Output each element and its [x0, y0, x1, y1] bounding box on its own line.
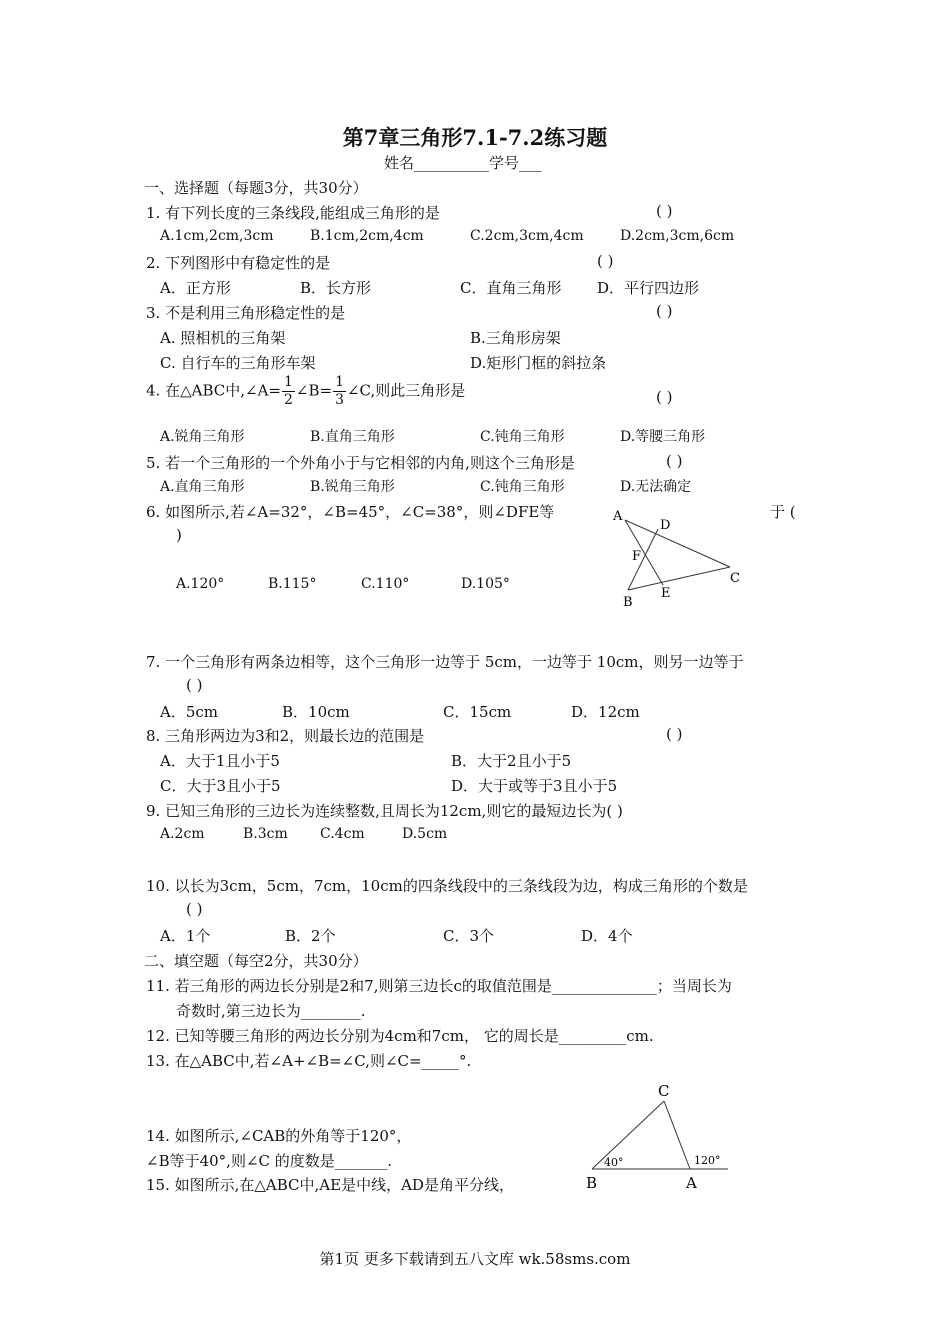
- q2-paren: ( ): [597, 252, 614, 270]
- q8-paren: ( ): [666, 725, 683, 743]
- q3-text: 3. 不是利用三角形稳定性的是: [146, 304, 346, 322]
- q15-text: 15. 如图所示,在△ABC中,AE是中线，AD是角平分线，: [146, 1176, 514, 1194]
- fraction-numerator: 1: [283, 374, 293, 390]
- q7-option: D．12cm: [571, 703, 640, 721]
- q10-text: 10. 以长为3cm，5cm，7cm，10cm的四条线段中的三条线段为边，构成三角形的个数是: [146, 877, 748, 895]
- q14-line1: 14. 如图所示,∠CAB的外角等于120°，: [146, 1127, 412, 1145]
- q2-option: D．平行四边形: [597, 279, 700, 297]
- q1-option: B.1cm,2cm,4cm: [310, 228, 424, 244]
- q8-option: B．大于2且小于5: [451, 752, 572, 770]
- label-d: D: [660, 518, 671, 533]
- q7-option: C．15cm: [443, 703, 512, 721]
- q11-line2: 奇数时,第三边长为________.: [176, 1002, 366, 1020]
- q10-paren: ( ): [186, 900, 203, 918]
- label-c: C: [730, 571, 740, 586]
- q4-prefix: 4. 在△ABC中,∠A=: [146, 381, 281, 400]
- q6-option: D.105°: [461, 576, 510, 592]
- section-1-heading: 一、选择题（每题3分，共30分）: [144, 179, 368, 197]
- q4-paren: ( ): [656, 388, 673, 406]
- q8-option: A．大于1且小于5: [160, 752, 280, 770]
- q9-option: C.4cm: [320, 826, 365, 842]
- q9-text: 9. 已知三角形的三边长为连续整数,且周长为12cm,则它的最短边长为( ): [146, 802, 623, 820]
- q2-option: B．长方形: [300, 279, 372, 297]
- q8-option: C．大于3且小于5: [160, 777, 281, 795]
- q3-option: D.矩形门框的斜拉条: [470, 354, 607, 372]
- q6-tail: 于 (: [770, 503, 796, 521]
- q4-mid: ∠B=: [295, 381, 333, 400]
- q11-line1: 11. 若三角形的两边长分别是2和7,则第三边长c的取值范围是______________；当周长为: [146, 977, 732, 995]
- fraction-numerator: 1: [335, 374, 344, 390]
- q10-option: C．3个: [443, 927, 495, 945]
- q8-text: 8. 三角形两边为3和2，则最长边的范围是: [146, 727, 425, 745]
- q4-suffix: ∠C,则此三角形是: [346, 381, 466, 400]
- section-2-heading: 二、填空题（每空2分，共30分）: [144, 952, 368, 970]
- fraction-denominator: 2: [283, 392, 293, 408]
- label-c: C: [658, 1082, 670, 1100]
- q10-option: D．4个: [581, 927, 633, 945]
- q6-option: A.120°: [176, 576, 225, 592]
- q4-option: A.锐角三角形: [160, 429, 245, 445]
- q13-text: 13. 在△ABC中,若∠A+∠B=∠C,则∠C=_____°.: [146, 1052, 472, 1070]
- page-title: 第7章三角形7.1-7.2练习题: [342, 125, 608, 150]
- q6-close-paren: ): [176, 526, 182, 544]
- q2-text: 2. 下列图形中有稳定性的是: [146, 254, 331, 272]
- q3-option: C. 自行车的三角形车架: [160, 354, 316, 372]
- q5-paren: ( ): [666, 452, 683, 470]
- angle-b-label: 40°: [604, 1156, 624, 1169]
- q5-option: A.直角三角形: [160, 479, 245, 495]
- q7-paren: ( ): [186, 676, 203, 694]
- label-a: A: [613, 509, 623, 524]
- angle-a-label: 120°: [694, 1154, 721, 1167]
- q9-option: B.3cm: [243, 826, 288, 842]
- q1-option: C.2cm,3cm,4cm: [470, 228, 584, 244]
- segment-b-c: [592, 1101, 664, 1169]
- q7-option: A．5cm: [160, 703, 219, 721]
- q3-option: A. 照相机的三角架: [160, 329, 286, 347]
- q14-figure: [580, 1075, 740, 1190]
- q12-text: 12. 已知等腰三角形的两边长分别为4cm和7cm， 它的周长是_________cm.: [146, 1027, 654, 1045]
- label-b: B: [586, 1174, 598, 1190]
- segment-c-a: [664, 1101, 690, 1169]
- q1-text: 1. 有下列长度的三条线段,能组成三角形的是: [146, 204, 440, 222]
- q9-option: D.5cm: [402, 826, 448, 842]
- q4-option: C.钝角三角形: [480, 429, 565, 445]
- q2-option: C．直角三角形: [460, 279, 562, 297]
- q7-option: B．10cm: [282, 703, 350, 721]
- label-b: B: [623, 595, 633, 610]
- q4-option: B.直角三角形: [310, 429, 395, 445]
- q1-paren: ( ): [656, 202, 673, 220]
- q3-paren: ( ): [656, 302, 673, 320]
- q5-text: 5. 若一个三角形的一个外角小于与它相邻的内角,则这个三角形是: [146, 454, 575, 472]
- q10-option: A．1个: [160, 927, 211, 945]
- q3-option: B.三角形房架: [470, 329, 561, 347]
- q14-line2: ∠B等于40°,则∠C 的度数是_______.: [146, 1152, 393, 1170]
- q1-option: A.1cm,2cm,3cm: [160, 228, 274, 244]
- q9-option: A.2cm: [160, 826, 205, 842]
- q7-text: 7. 一个三角形有两条边相等，这个三角形一边等于 5cm，一边等于 10cm，则另一边等于: [146, 653, 744, 671]
- q5-option: B.锐角三角形: [310, 479, 395, 495]
- q2-option: A．正方形: [160, 279, 231, 297]
- page-footer: 第1页 更多下载请到五八文库 wk.58sms.com: [319, 1250, 631, 1268]
- q5-option: D.无法确定: [620, 479, 692, 495]
- q8-option: D．大于或等于3且小于5: [451, 777, 618, 795]
- q6-figure: [600, 500, 760, 615]
- fraction-third: [333, 374, 346, 409]
- q5-option: C.钝角三角形: [480, 479, 565, 495]
- name-line: 姓名__________学号___: [384, 154, 542, 172]
- q4-text: [146, 374, 465, 409]
- label-f: F: [632, 549, 642, 564]
- segment-b-c: [628, 567, 730, 590]
- q6-option: C.110°: [361, 576, 410, 592]
- label-a: A: [686, 1174, 697, 1190]
- fraction-half: [282, 374, 295, 409]
- q4-option: D.等腰三角形: [620, 429, 706, 445]
- q10-option: B．2个: [285, 927, 336, 945]
- q6-text: 6. 如图所示,若∠A=32°，∠B=45°，∠C=38°，则∠DFE等: [146, 503, 555, 521]
- label-e: E: [661, 586, 671, 601]
- q6-option: B.115°: [268, 576, 317, 592]
- fraction-denominator: 3: [335, 392, 344, 408]
- q1-option: D.2cm,3cm,6cm: [620, 228, 735, 244]
